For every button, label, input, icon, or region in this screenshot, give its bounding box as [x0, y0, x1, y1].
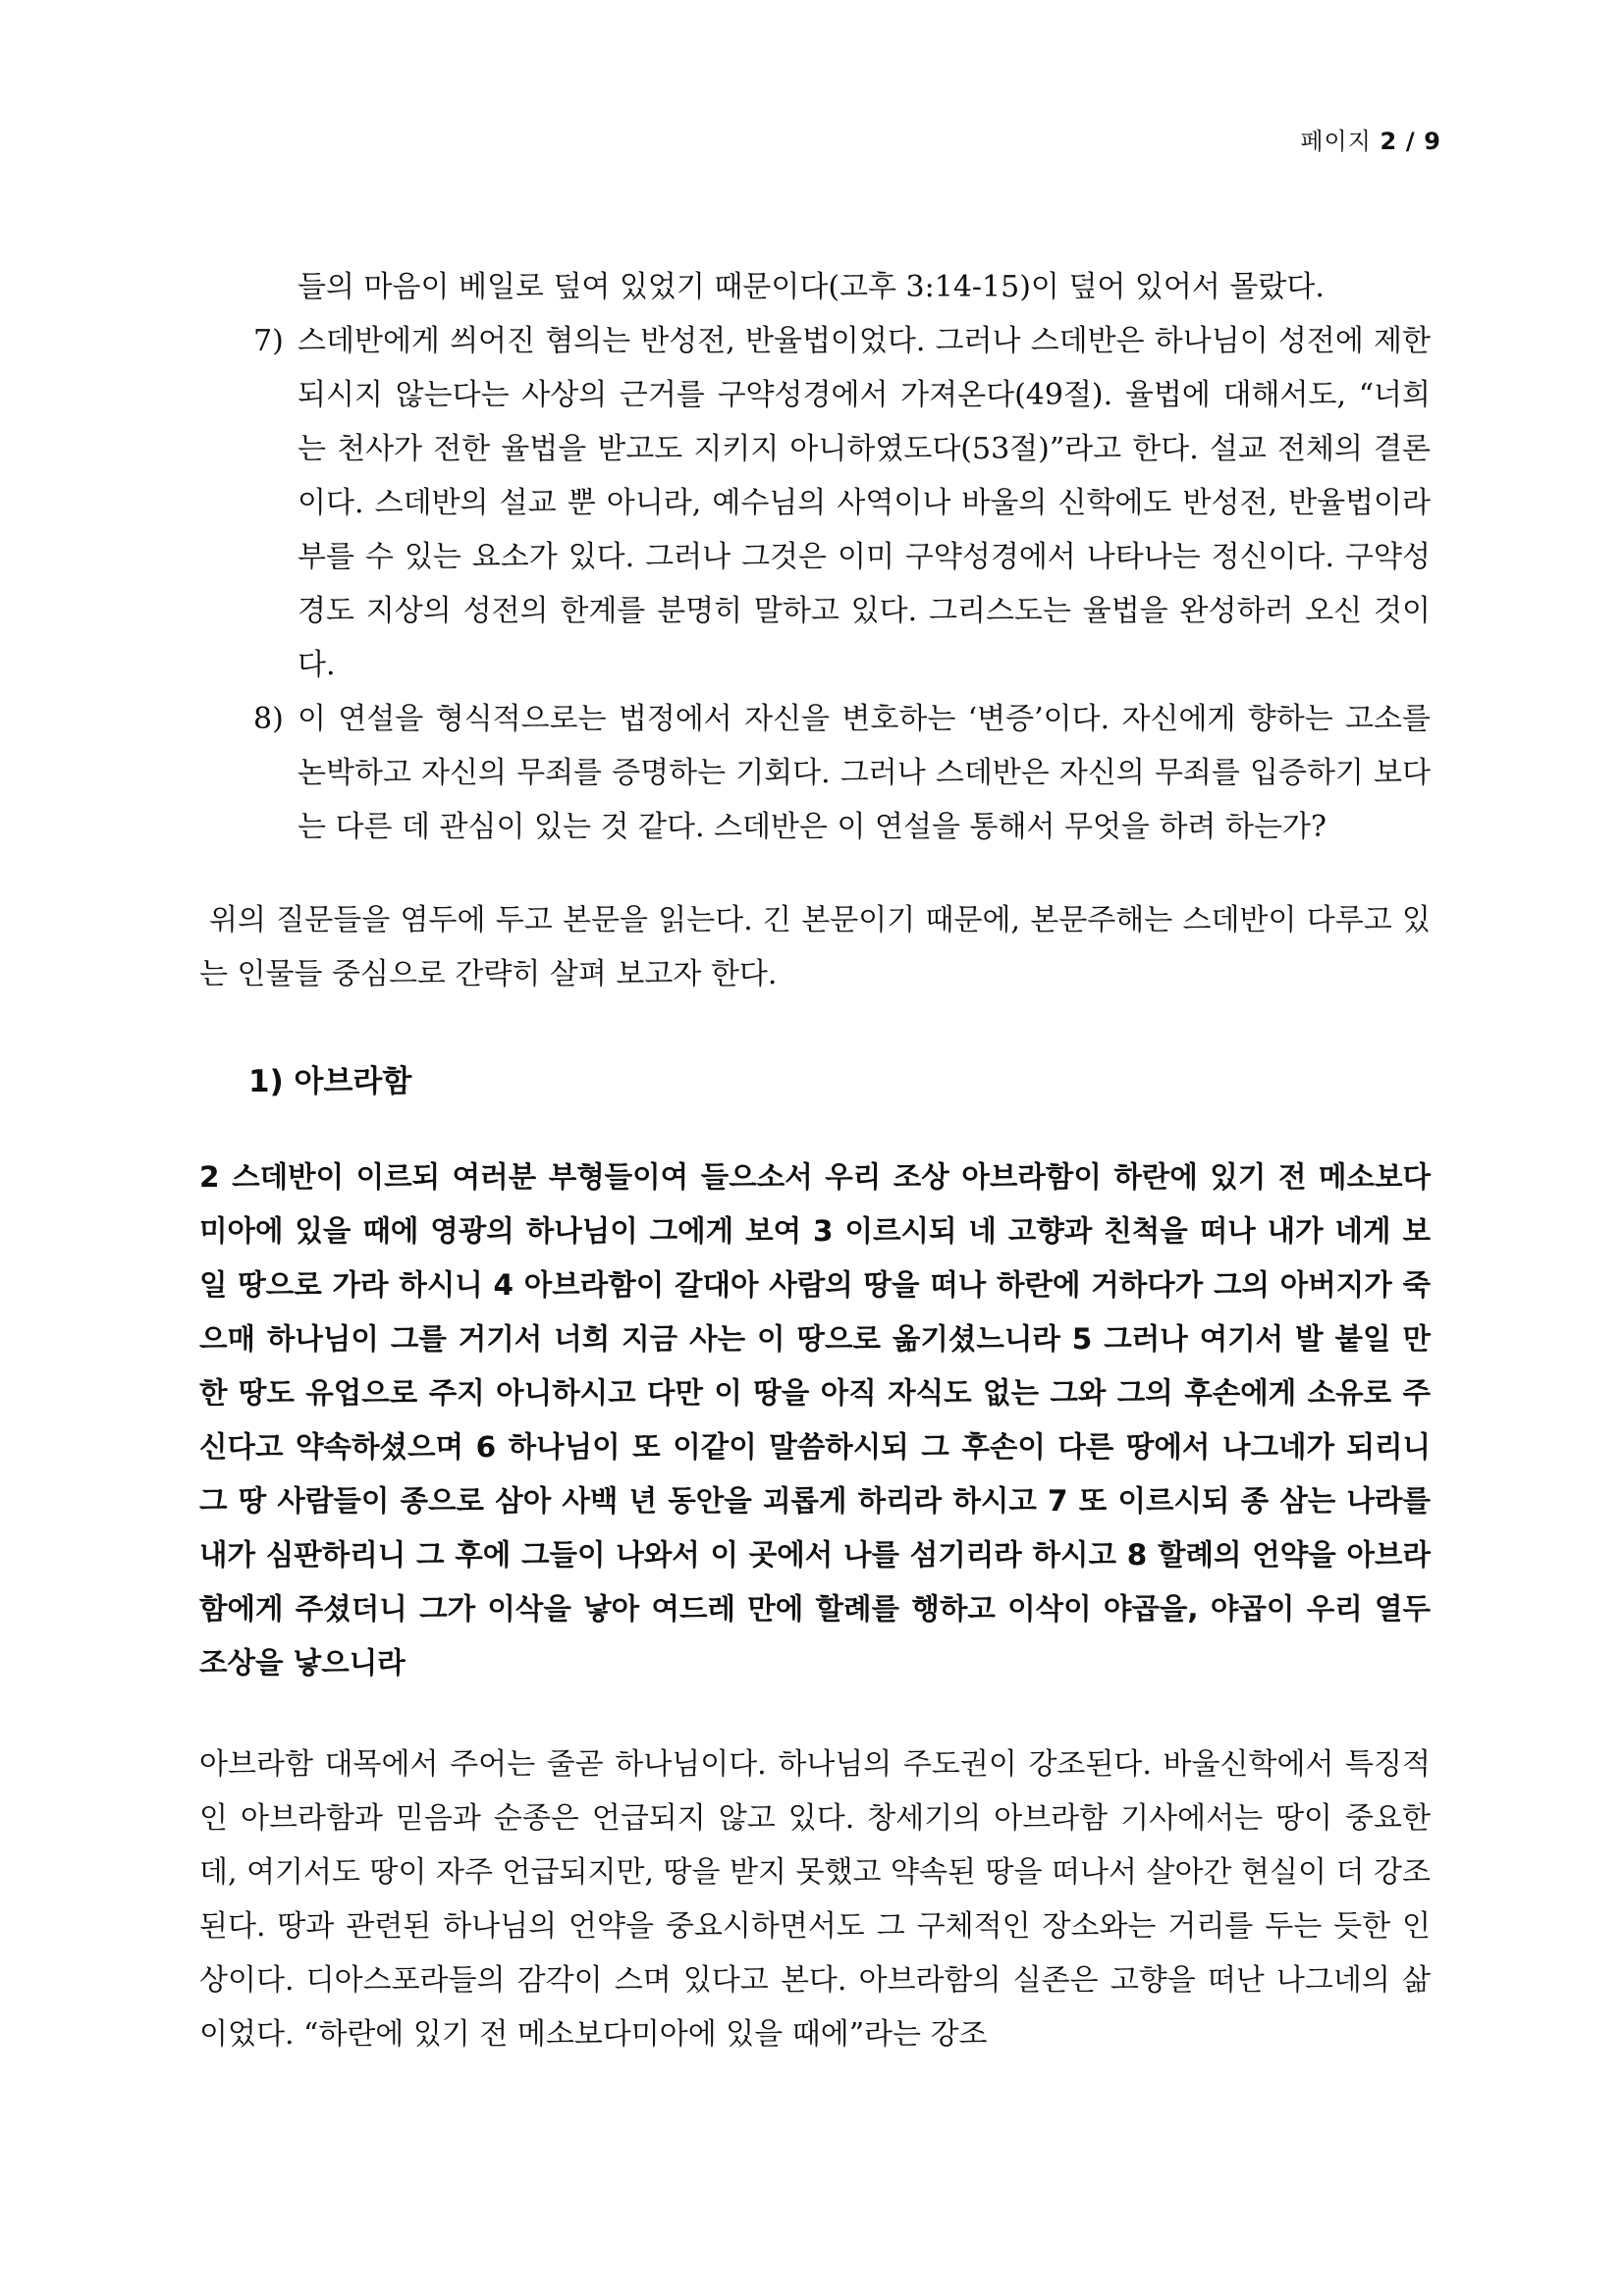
intro-paragraph: 위의 질문들을 염두에 두고 본문을 읽는다. 긴 본문이기 때문에, 본문주해는 스데반이 다루고 있는 인물들 중심으로 간략히 살펴 보고자 한다. — [199, 903, 1431, 991]
section-heading: 1) 아브라함 — [248, 1064, 412, 1099]
list-item-continuation: 들의 마음이 베일로 덮여 있었기 때문이다(고후 3:14-15)이 덮어 있어서 몰랐다. — [298, 270, 1325, 304]
page-label: 페이지 — [1300, 128, 1372, 155]
page-total: 9 — [1424, 128, 1441, 155]
list-item-text: 이 연설을 형식적으로는 법정에서 자신을 변호하는 ‘변증’이다. 자신에게 향하는 고소를 논박하고 자신의 무죄를 증명하는 기회다. 그러나 스데반은 자신의 무죄를 입증하기 보다는 다른 데 관심이 있는 것 같다. 스데반은 이 연설을 통해서 무엇을 하려 하는가? — [298, 702, 1431, 844]
list-marker: 8) — [253, 702, 284, 736]
list-item-7 — [199, 314, 1431, 692]
page-separator: / — [1405, 128, 1416, 155]
page-number-header — [1300, 122, 1441, 156]
commentary-paragraph: 아브라함 대목에서 주어는 줄곧 하나님이다. 하나님의 주도권이 강조된다. 바울신학에서 특징적인 아브라함과 믿음과 순종은 언급되지 않고 있다. 창세기의 아브라함 기사에서는 땅이 중요한데, 여기서도 땅이 자주 언급되지만, 땅을 받지 못했고 약속된 땅을 떠나서 살아간 현실이 더 강조된다. 땅과 관련된 하나님의 언약을 중요시하면서도 그 구체적인 장소와는 거리를 두는 듯한 인상이다. 디아스포라들의 감각이 스며 있다고 본다. 아브라함의 실존은 고향을 떠난 나그네의 삶이었다. “하란에 있기 전 메소보다미아에 있을 때에”라는 강조 — [199, 1747, 1431, 2052]
list-item-8 — [199, 692, 1431, 854]
scripture-passage: 2 스데반이 이르되 여러분 부형들이여 들으소서 우리 조상 아브라함이 하란에 있기 전 메소보다미아에 있을 때에 영광의 하나님이 그에게 보여 3 이르시되 네 고향과 친척을 떠나 내가 네게 보일 땅으로 가라 하시니 4 아브라함이 갈대아 사람의 땅을 떠나 하란에 거하다가 그의 아버지가 죽으매 하나님이 그를 거기서 너희 지금 사는 이 땅으로 옮기셨느니라 5 그러나 여기서 발 붙일 만한 땅도 유업으로 주지 아니하시고 다만 이 땅을 아직 자식도 없는 그와 그의 후손에게 소유로 주신다고 약속하셨으며 6 하나님이 또 이같이 말씀하시되 그 후손이 다른 땅에서 나그네가 되리니 그 땅 사람들이 종으로 삼아 사백 년 동안을 괴롭게 하리라 하시고 7 또 이르시되 종 삼는 나라를 내가 심판하리니 그 후에 그들이 나와서 이 곳에서 나를 섬기리라 하시고 8 할례의 언약을 아브라함에게 주셨더니 그가 이삭을 낳아 여드레 만에 할례를 행하고 이삭이 야곱을, 야곱이 우리 열두 조상을 낳으니라 — [199, 1160, 1431, 1680]
list-item-text: 스데반에게 씌어진 혐의는 반성전, 반율법이었다. 그러나 스데반은 하나님이 성전에 제한되시지 않는다는 사상의 근거를 구약성경에서 가져온다(49절). 율법에 대해서도, “너희는 천사가 전한 율법을 받고도 지키지 아니하였도다(53절)”라고 한다. 설교 전체의 결론이다. 스데반의 설교 뿐 아니라, 예수님의 사역이나 바울의 신학에도 반성전, 반율법이라 부를 수 있는 요소가 있다. 그러나 그것은 이미 구약성경에서 나타나는 정신이다. 구약성경도 지상의 성전의 한계를 분명히 말하고 있다. 그리스도는 율법을 완성하러 오신 것이다. — [298, 324, 1431, 682]
page-current: 2 — [1380, 128, 1398, 155]
list-marker: 7) — [253, 324, 284, 358]
document-body — [199, 260, 1431, 2061]
